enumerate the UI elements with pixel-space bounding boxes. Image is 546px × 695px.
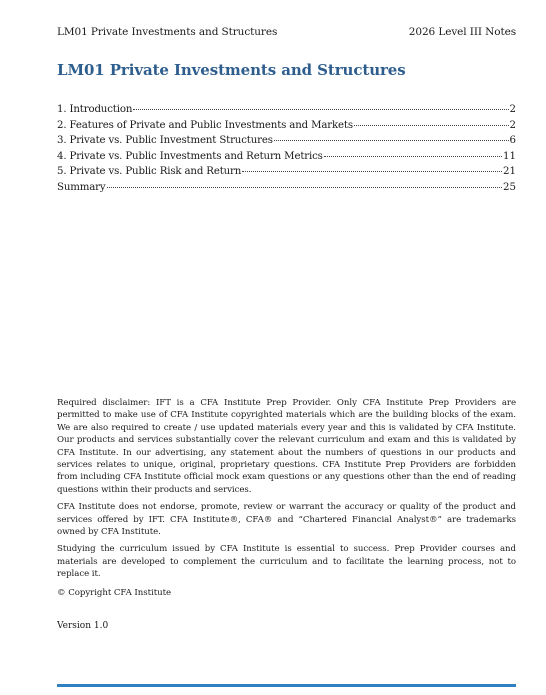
header-left: LM01 Private Investments and Structures xyxy=(57,26,278,38)
toc-entry-page: 25 xyxy=(503,181,516,193)
toc-leader-dots xyxy=(354,125,509,126)
toc-entry[interactable] xyxy=(57,151,516,167)
disclaimer-block xyxy=(57,397,516,604)
toc-entry-page: 11 xyxy=(503,150,516,162)
disclaimer-paragraph: Required disclaimer: IFT is a CFA Institute Prep Provider. Only CFA Institute Prep Providers are permitted to make use of CFA Institute copyrighted materials which are the building blocks of the exam. We are also required to create / use updated materials every year and this is validated by CFA Institute. Our products and services substantially cover the relevant curriculum and exam and this is validated by CFA Institute. In our advertising, any statement about the numbers of questions in our products and services relates to unique, original, proprietary questions. CFA Institute Prep Providers are forbidden from including CFA Institute official mock exam questions or any questions other than the end of reading questions within their products and services. xyxy=(57,398,516,495)
toc-entry[interactable] xyxy=(57,182,516,198)
toc-entry[interactable] xyxy=(57,135,516,151)
toc-entry[interactable] xyxy=(57,104,516,120)
disclaimer-paragraph: CFA Institute does not endorse, promote, review or warrant the accuracy or quality of the product and services offered by IFT. CFA Institute®, CFA® and “Chartered Financial Analyst®” are trademarks owned by CFA Institute. xyxy=(57,502,516,538)
running-header xyxy=(57,26,516,38)
toc-entry-label: 5. Private vs. Public Risk and Return xyxy=(57,166,242,178)
toc-leader-dots xyxy=(242,171,502,172)
header-right: 2026 Level III Notes xyxy=(408,26,516,38)
document-page xyxy=(57,0,516,695)
toc-entry-label: 1. Introduction xyxy=(57,104,133,115)
copyright-notice: © Copyright CFA Institute xyxy=(57,587,172,598)
version-label: Version 1.0 xyxy=(57,621,109,631)
toc-entry-label: 3. Private vs. Public Investment Structures xyxy=(57,135,273,147)
toc-leader-dots xyxy=(107,187,503,188)
toc-entry-label: Summary xyxy=(57,181,106,193)
toc-leader-dots xyxy=(324,156,502,157)
toc-entry[interactable] xyxy=(57,120,516,136)
toc-entry-page: 2 xyxy=(509,119,516,131)
toc-leader-dots xyxy=(274,140,509,141)
toc-entry-page: 2 xyxy=(509,104,516,115)
toc-entry-page: 6 xyxy=(509,135,516,147)
toc-leader-dots xyxy=(133,109,508,110)
disclaimer-paragraph: Studying the curriculum issued by CFA Institute is essential to success. Prep Provider courses and materials are developed to complement the curriculum and to facilitate the learning process, not to replace it. xyxy=(57,544,516,580)
toc-entry-page: 21 xyxy=(503,166,516,178)
toc-entry-label: 4. Private vs. Public Investments and Return Metrics xyxy=(57,150,323,162)
document-title: LM01 Private Investments and Structures xyxy=(57,61,406,79)
toc-entry-label: 2. Features of Private and Public Investments and Markets xyxy=(57,119,353,131)
table-of-contents xyxy=(57,104,516,198)
toc-entry[interactable] xyxy=(57,166,516,182)
footer-rule xyxy=(57,684,516,687)
